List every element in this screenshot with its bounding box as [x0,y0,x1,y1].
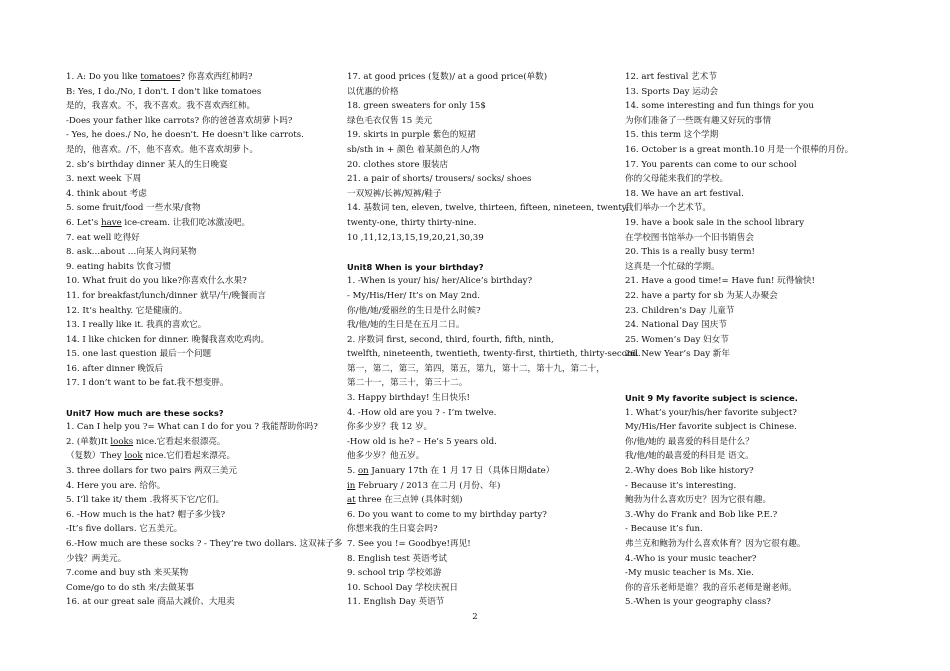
text-line: 7. eat well 吃得好 [66,232,140,243]
text-line: 这真是一个忙碌的学期。 [625,261,720,272]
text-line: 你想来我的生日宴会吗? [347,524,438,535]
text-line: 12. It’s healthy. 它是健康的。 [66,305,188,316]
text-line: 23. Children’s Day 儿童节 [625,305,735,316]
text-line: 15. this term 这个学期 [625,130,719,141]
text-line: 你多少岁？我 12 岁。 [347,422,433,433]
text-line: 3. three dollars for two pairs 两双三美元 [66,466,237,477]
text-line: 20. clothes store 服装店 [347,159,449,170]
text-line: - My/His/Her/ It’s on May 2nd. [347,290,480,301]
text-line: -How old is he? – He’s 5 years old. [347,436,497,447]
text-line: 17. You parents can come to our school [625,159,797,170]
text-line: 18. We have an art festival. [625,188,744,199]
text-line: 6.-How much are these socks ? - They’re two dollars. 这双袜子多 [66,539,343,549]
text-line: 弗兰克和鲍勃为什么喜欢体育？因为它很有趣。 [625,539,806,549]
text-line: 13. I really like it. 我真的喜欢它。 [66,320,207,331]
blank-line [625,376,887,391]
text-line: - Because it’s interesting. [625,480,737,491]
text-line: 15. one last question 最后一个问题 [66,349,212,360]
text-line: 少钱？两美元。 [66,553,127,564]
text-line: 17. I don’t want to be fat.我不想变胖。 [66,378,229,389]
blank-line [625,362,887,377]
text-line: 11. English Day 英语节 [347,597,445,608]
text-line: 11. for breakfast/lunch/dinner 就早/午/晚餐而言 [66,290,266,301]
text-line: 3. Happy birthday! 生日快乐! [347,393,470,404]
text-line: 是的，我喜欢。不，我不喜欢。我不喜欢西红柿。 [66,101,256,112]
text-line: 1. Can I help you ?= What can I do for you ? 我能帮助你吗? [66,422,318,433]
text-line: 9. school trip 学校郊游 [347,568,442,579]
column-left [66,70,343,610]
text-line: 10 ,11,12,13,15,19,20,21,30,39 [347,232,484,243]
text-line: 你/他/她/爱丽丝的生日是什么时候? [347,305,481,316]
text-line: 9. eating habits 饮食习惯 [66,261,171,272]
unit-heading: Unit7 How much are these socks? [66,407,224,418]
text-line: 他多少岁？他五岁。 [347,451,425,462]
column-middle [347,70,641,610]
text-line: 22. have a party for sb 为某人办聚会 [625,290,778,301]
column-right [625,70,887,610]
text-line: 8. English test 英语考试 [347,553,447,564]
text-line: 2. 序数词 first, second, third, fourth, fifth, ninth, [347,334,554,345]
text-line: 10. What fruit do you like?你喜欢什么水果? [66,276,247,287]
text-line: 2. (单数)It looks nice.它看起来很漂亮。 [66,436,226,447]
text-line: 13. Sports Day 运动会 [625,86,719,97]
text-line: 你的音乐老师是谁？我的音乐老师是谢老师。 [625,582,797,593]
text-line: - Because it’s fun. [625,524,703,535]
underlined-word: at [347,495,356,506]
text-line: 12. art festival 艺术节 [625,72,717,82]
text-line: 19. have a book sale in the school library [625,217,805,228]
text-line: 21. a pair of shorts/ trousers/ socks/ shoes [347,174,532,185]
text-line: 7.come and buy sth 来买某物 [66,568,189,579]
text-line: 2.-Why does Bob like history? [625,466,754,477]
text-line: 以优惠的价格 [347,86,399,97]
text-line: in February / 2013 在二月 (月份、年) [347,480,501,491]
page-number: 2 [472,612,478,622]
text-line: 是的，他喜欢。/不，他不喜欢。他不喜欢胡萝卜。 [66,144,258,155]
text-line: 第一，第二，第三，第四，第五，第九，第十二，第十九，第二十， [347,363,605,374]
text-line: 1. -When is your/ his/ her/Alice’s birthday? [347,276,533,287]
text-line: 16. at our great sale 商品大减价、大甩卖 [66,597,235,608]
text-line: sb/sth in + 颜色 着某颜色的人/物 [347,144,480,155]
text-line: 我/他/她的最喜爱的科目是 语文。 [625,451,754,462]
text-line: 6. -How much is the hat? 帽子多少钱? [66,509,226,520]
text-line: 4.-Who is your music teacher? [625,553,757,564]
text-line: （复数）They look nice.它们看起来漂亮。 [66,451,236,462]
text-line: 为你们准备了一些既有趣又好玩的事情 [625,115,772,126]
text-line: 26. New Year’s Day 新年 [625,349,730,360]
text-line: My/His/Her favorite subject is Chinese. [625,422,797,433]
text-line: 绿色毛衣仅售 15 美元 [347,115,433,126]
text-line: 1. What’s your/his/her favorite subject? [625,407,797,418]
underlined-word: have [101,217,122,228]
blank-line [66,391,328,406]
text-line: 25. Women’s Day 妇女节 [625,334,729,345]
text-line: 7. See you != Goodbye!再见! [347,539,471,549]
text-line: 在学校图书馆举办一个旧书销售会 [625,232,754,243]
text-line: 2. sb’s birthday dinner 某人的生日晚宴 [66,159,228,170]
text-line: 5.-When is your geography class? [625,597,771,608]
unit-heading: Unit 9 My favorite subject is science. [625,393,798,404]
text-line: 1. A: Do you like tomatoes? 你喜欢西红柿吗? [66,72,253,82]
text-line: 5. some fruit/food 一些水果/食物 [66,203,201,214]
text-line: -Does your father like carrots? 你的爸爸喜欢胡萝卜吗? [66,115,293,126]
text-line: 17. at good prices (复数)/ at a good price(单数) [347,72,548,82]
text-line: 我/他/她的生日是在五月二日。 [347,320,465,331]
text-line: 一双短裤/长裤/短裤/鞋子 [347,188,442,199]
text-line: 你/他/她的 最喜爱的科目是什么？ [625,436,754,447]
text-line: 18. green sweaters for only 15$ [347,101,486,112]
text-line: - Yes, he does./ No, he doesn't. He doesn't like carrots. [66,130,304,141]
text-line: 4. Here you are. 给你。 [66,480,166,491]
text-line: 5. on January 17th 在 1 月 17 日（具体日期date） [347,466,555,477]
underlined-word: in [347,480,356,491]
unit-heading: Unit8 When is your birthday? [347,261,484,272]
text-line: 3.-Why do Frank and Bob like P.E.? [625,509,778,520]
text-line: 鲍勃为什么喜欢历史？因为它很有趣。 [625,495,772,506]
text-line: 14. I like chicken for dinner. 晚餐我喜欢吃鸡肉。 [66,334,270,345]
text-line: 我们举办一个艺术节。 [625,203,711,214]
blank-line [347,245,609,260]
text-line: 5. I’ll take it/ them .我将买下它/它们。 [66,495,225,506]
text-line: -It’s five dollars. 它五美元。 [66,524,183,535]
text-line: 6. Let’s have ice-cream. 让我们吃冰激凌吧。 [66,217,251,228]
text-line: 24. National Day 国庆节 [625,320,727,331]
text-line: 14. 基数词 ten, eleven, twelve, thirteen, fifteen, nineteen, twenty, [347,203,629,214]
text-line: 你的父母能来我们的学校。 [625,174,729,185]
underlined-word: look [124,451,143,462]
text-line: 第二十一，第三十，第三十二。 [347,378,468,389]
text-line: 16. after dinner 晚饭后 [66,363,164,374]
text-line: twelfth, nineteenth, twentieth, twenty-first, thirtieth, thirty-second. [347,349,641,360]
underlined-word: on [357,466,369,477]
text-line: 16. October is a great month.10 月是一个很棒的月份。 [625,144,854,155]
text-line: B: Yes, I do./No, I don't. I don't like tomatoes [66,86,262,97]
text-line: Come/go to do sth 来/去做某事 [66,582,195,593]
text-line: 14. some interesting and fun things for you [625,101,814,112]
underlined-word: tomatoes [140,72,181,82]
text-line: 3. next week 下周 [66,174,142,185]
text-line: 8. ask…about …向某人询问某物 [66,247,197,258]
text-line: 20. This is a really busy term! [625,247,755,258]
text-line: at three 在三点钟 (具体时刻) [347,495,463,506]
underlined-word: looks [110,436,134,447]
text-line: -My music teacher is Ms. Xie. [625,568,754,579]
text-line: 6. Do you want to come to my birthday party? [347,509,547,520]
text-line: 4. -How old are you ? - I’m twelve. [347,407,497,418]
text-line: twenty-one, thirty thirty-nine. [347,217,477,228]
text-line: 4. think about 考虑 [66,188,147,199]
text-line: 21. Have a good time!= Have fun! 玩得愉快! [625,276,816,287]
text-line: 19. skirts in purple 紫色的短裙 [347,130,476,141]
text-line: 10. School Day 学校庆祝日 [347,582,459,593]
